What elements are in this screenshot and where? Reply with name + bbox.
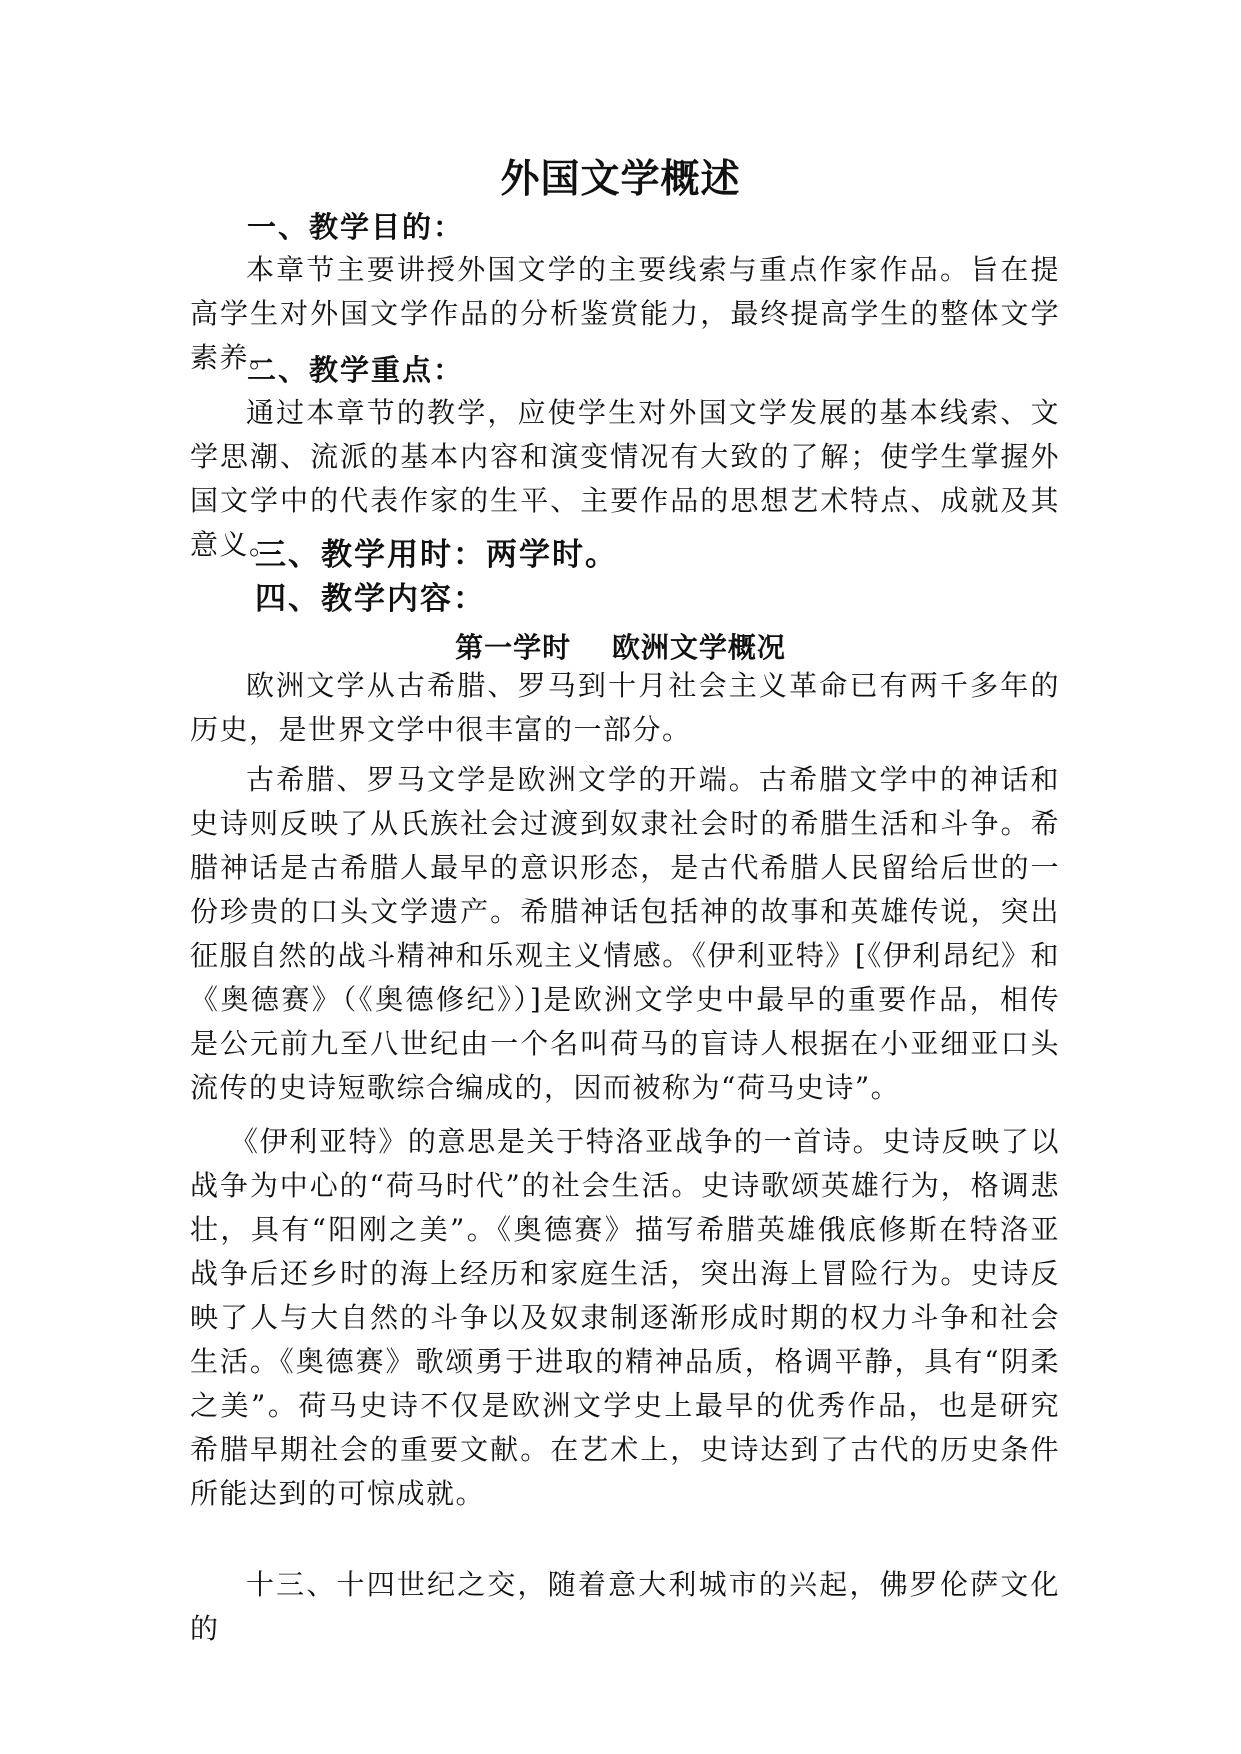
- heading-teaching-time: 三、教学用时：两学时。: [255, 537, 618, 573]
- page-title: 外国文学概述: [500, 156, 741, 202]
- paragraph-renaissance-start: 十三、十四世纪之交，随着意大利城市的兴起，佛罗伦萨文化的: [190, 1568, 1060, 1645]
- lesson-subtitle: 第一学时 欧洲文学概况: [455, 631, 786, 664]
- paragraph-iliad-odyssey: 《伊利亚特》的意思是关于特洛亚战争的一首诗。史诗反映了以战争为中心的“荷马时代”的社会生活。史诗歌颂英雄行为，格调悲壮，具有“阳刚之美”。《奥德赛》描写希腊英雄俄底修斯在特洛亚战争后还乡时的海上经历和家庭生活，突出海上冒险行为。史诗反映了人与大自然的斗争以及奴隶制逐渐形成时期的权力斗争和社会生活。《奥德赛》歌颂勇于进取的精神品质，格调平静，具有“阴柔之美”。荷马史诗不仅是欧洲文学史上最早的优秀作品，也是研究希腊早期社会的重要文献。在艺术上，史诗达到了古代的历史条件所能达到的可惊成就。: [190, 1125, 1060, 1510]
- paragraph-teaching-key-points: 通过本章节的教学，应使学生对外国文学发展的基本线索、文学思潮、流派的基本内容和演变情况有大致的了解；使学生掌握外国文学中的代表作家的生平、主要作品的思想艺术特点、成就及其意义。: [190, 396, 1060, 561]
- paragraph-european-literature-intro: 欧洲文学从古希腊、罗马到十月社会主义革命已有两千多年的历史，是世界文学中很丰富的一部分。: [190, 669, 1060, 746]
- paragraph-greek-roman-literature: 古希腊、罗马文学是欧洲文学的开端。古希腊文学中的神话和史诗则反映了从氏族社会过渡到奴隶社会时的希腊生活和斗争。希腊神话是古希腊人最早的意识形态，是古代希腊人民留给后世的一份珍贵的口头文学遗产。希腊神话包括神的故事和英雄传说，突出征服自然的战斗精神和乐观主义情感。《伊利亚特》[《伊利昂纪》和《奥德赛》（《奥德修纪》）]是欧洲文学史中最早的重要作品，相传是公元前九至八世纪由一个名叫荷马的盲诗人根据在小亚细亚口头流传的史诗短歌综合编成的，因而被称为“荷马史诗”。: [190, 763, 1060, 1104]
- heading-teaching-content: 四、教学内容：: [255, 581, 486, 617]
- paragraph-teaching-purpose: 本章节主要讲授外国文学的主要线索与重点作家作品。旨在提高学生对外国文学作品的分析鉴赏能力，最终提高学生的整体文学素养。: [190, 253, 1060, 374]
- heading-teaching-key-points: 二、教学重点：: [247, 353, 465, 387]
- heading-teaching-purpose: 一、教学目的：: [247, 210, 465, 244]
